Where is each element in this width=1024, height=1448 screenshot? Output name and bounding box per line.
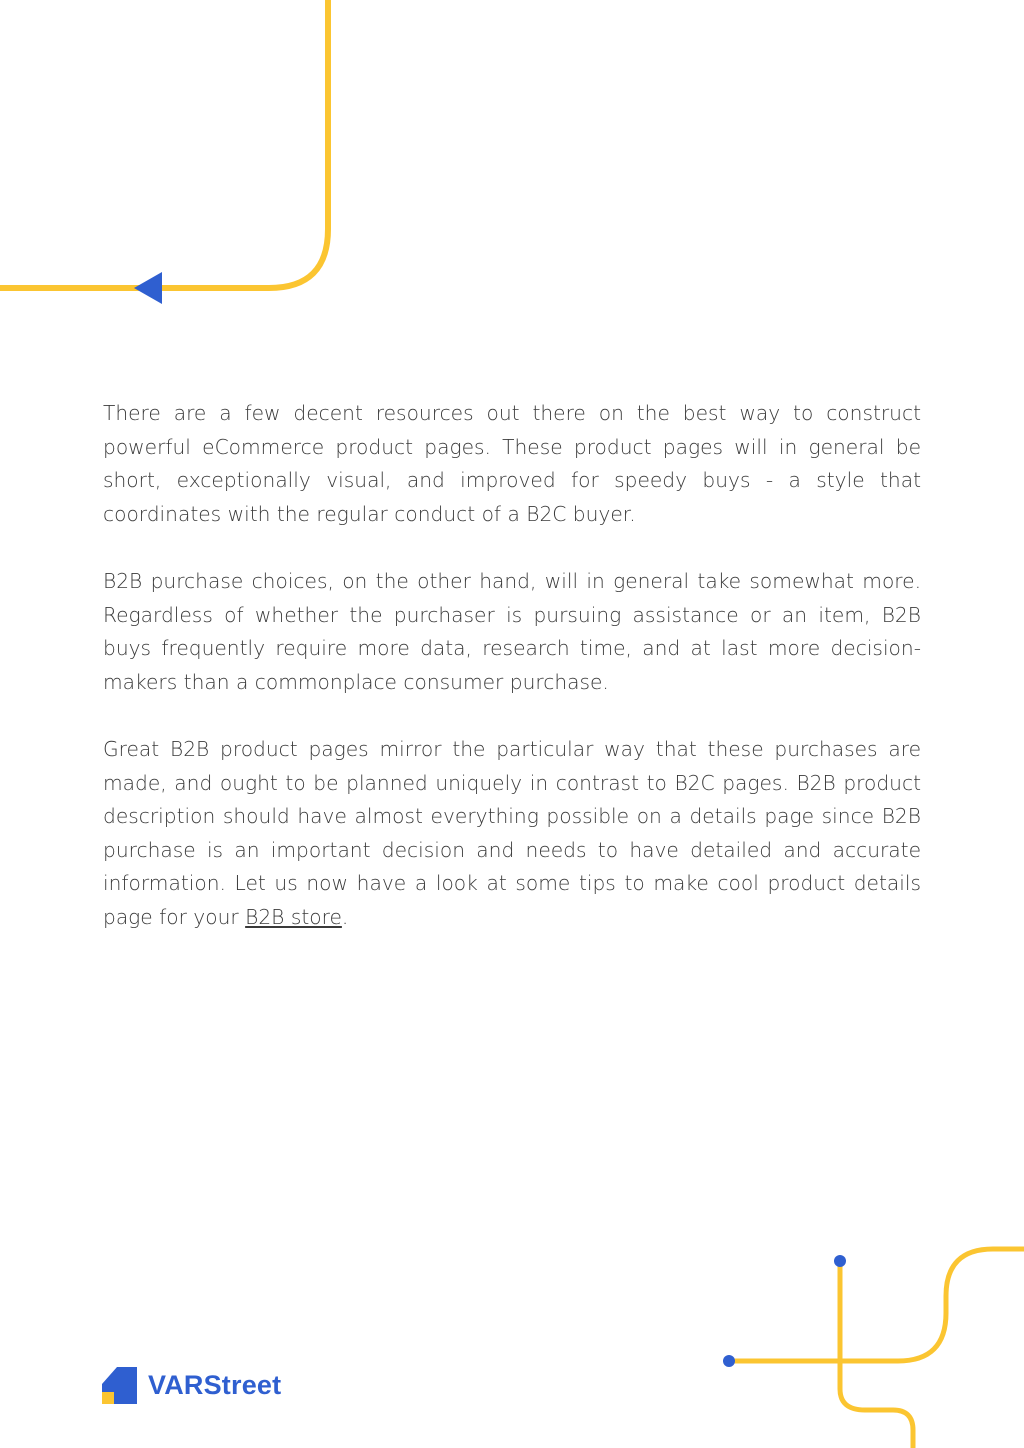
left-arrow-icon	[134, 272, 162, 304]
paragraph-2: B2B purchase choices, on the other hand, will in general take somewhat more. Regardless of whether the purchaser is pursuing assistance or an item, B2B buys frequently require more data, research time, and at last more decision-makers than a commonplace consumer purchase.	[103, 568, 921, 694]
brand-name: VARStreet	[148, 1369, 282, 1400]
left-dot	[723, 1355, 735, 1367]
paragraph-3	[103, 733, 921, 935]
bottom-vertical-line	[840, 1261, 913, 1448]
b2b-store-link[interactable]: B2B store	[245, 904, 342, 929]
paragraph-3-text: Great B2B product pages mirror the particular way that these purchases are made, and ought to be planned uniquely in contrast to B2C pages. B2B product description should have almost everything possible on a details page since B2B purchase is an important decision and needs to have detailed and accurate information. Let us now have a look at some tips to make cool product details page for your	[103, 736, 921, 929]
top-corner-line	[0, 0, 328, 288]
varstreet-logo	[102, 1366, 281, 1404]
paragraph-1: There are a few decent resources out there on the best way to construct powerful eCommerce product pages. These product pages will in general be short, exceptionally visual, and improved for speedy buys - a style that coordinates with the regular conduct of a B2C buyer.	[103, 401, 921, 526]
bottom-horizontal-line	[729, 1249, 1024, 1361]
paragraph-3-end: .	[341, 904, 349, 929]
varstreet-logo-icon	[102, 1367, 137, 1404]
top-dot	[834, 1255, 846, 1267]
article-body	[103, 397, 921, 968]
